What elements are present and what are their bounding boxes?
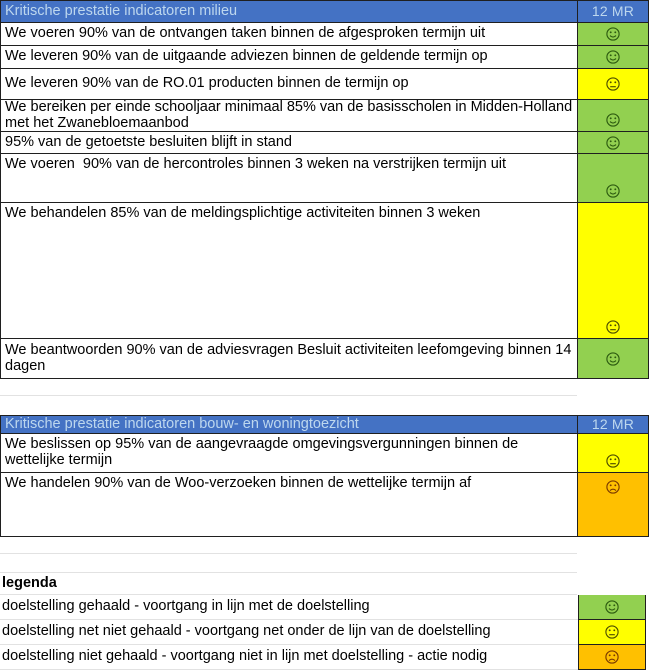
kpi-text-cell[interactable] [1,132,577,153]
happy-face-icon [604,599,620,615]
legend-title-text: legenda [2,574,57,591]
section-bouw-table [0,415,649,537]
legend-item-text: doelstelling niet gehaald - voortgang niet in lijn met doelstelling - actie nodig [2,648,488,665]
happy-face-icon [605,135,621,151]
kpi-text: 95% van de getoetste besluiten blijft in stand [5,133,292,150]
kpi-text-cell[interactable] [1,100,577,131]
kpi-text: We behandelen 85% van de meldingsplichtige activiteiten binnen 3 weken [5,205,481,221]
kpi-text: We beantwoorden 90% van de adviesvragen Besluit activiteiten leefomgeving binnen 14 dagen [5,341,576,374]
kpi-row [1,46,649,69]
legend-item [0,620,649,645]
kpi-text-cell[interactable] [1,154,577,202]
kpi-text: We handelen 90% van de Woo-verzoeken binnen de wettelijke termijn af [5,475,472,491]
section-title: Kritische prestatie indicatoren milieu [5,2,238,19]
legend-status-box[interactable] [578,595,646,620]
legend-item-text-cell[interactable] [0,595,578,620]
legend-item-text-cell[interactable] [0,645,578,670]
happy-face-icon [605,49,621,65]
sad-face-icon [605,479,621,495]
section-bouw-header-row [1,416,649,434]
kpi-text-cell[interactable] [1,46,577,68]
legend-item-text: doelstelling gehaald - voortgang in lijn met de doelstelling [2,598,370,615]
gridline [0,554,577,573]
gridline [0,379,577,396]
section-bouw-title-cell[interactable] [1,416,577,433]
status-cell[interactable] [577,69,649,99]
kpi-row [1,23,649,46]
kpi-text-cell[interactable] [1,434,577,472]
happy-face-icon [605,351,621,367]
kpi-text: We leveren 90% van de uitgaande adviezen binnen de geldende termijn op [5,48,488,65]
empty-rows-gap [0,379,649,415]
kpi-row [1,473,649,537]
kpi-text: We voeren 90% van de hercontroles binnen 3 weken na verstrijken termijn uit [5,156,507,172]
period-label: 12 MR [591,415,635,432]
kpi-row [1,100,649,132]
legend-item [0,595,649,620]
section-milieu-title-cell[interactable] [1,1,577,22]
period-header-cell[interactable] [577,1,649,22]
happy-face-icon [605,183,621,199]
period-header-cell[interactable] [577,416,649,433]
legend-status-box[interactable] [578,645,646,670]
kpi-text: We bereiken per einde schooljaar minimaal 85% van de basisscholen in Midden-Holland met het Zwanebloemaanbod [5,100,577,131]
status-cell[interactable] [577,132,649,153]
section-title: Kritische prestatie indicatoren bouw- en woningtoezicht [5,416,359,432]
status-cell[interactable] [577,203,649,338]
neutral-face-icon [605,76,621,92]
status-cell[interactable] [577,23,649,45]
legend-item-text-cell[interactable] [0,620,578,645]
neutral-face-icon [605,453,621,469]
kpi-row [1,69,649,100]
kpi-text-cell[interactable] [1,339,577,378]
status-cell[interactable] [577,100,649,131]
gridline [0,537,577,554]
legend-item-text: doelstelling net niet gehaald - voortgang net onder de lijn van de doelstelling [2,623,491,640]
status-cell[interactable] [577,154,649,202]
kpi-text: We leveren 90% van de RO.01 producten binnen de termijn op [5,75,409,92]
kpi-text-cell[interactable] [1,69,577,99]
kpi-row [1,154,649,203]
kpi-text-cell[interactable] [1,473,577,536]
legend-status-box[interactable] [578,620,646,645]
period-label: 12 MR [591,2,635,19]
kpi-text-cell[interactable] [1,23,577,45]
status-cell[interactable] [577,46,649,68]
status-cell[interactable] [577,339,649,378]
kpi-text: We voeren 90% van de ontvangen taken binnen de afgesproken termijn uit [5,25,486,42]
kpi-row [1,203,649,339]
kpi-row [1,434,649,473]
neutral-face-icon [605,319,621,335]
legend [0,573,649,670]
kpi-text: We beslissen op 95% van de aangevraagde omgevingsvergunningen binnen de wettelijke termijn [5,436,523,468]
section-milieu-header-row [1,1,649,23]
legend-item [0,645,649,670]
empty-rows-gap [0,537,649,573]
kpi-text-cell[interactable] [1,203,577,338]
legend-title [0,573,577,595]
kpi-row [1,339,649,379]
happy-face-icon [605,112,621,128]
kpi-row [1,132,649,154]
status-cell[interactable] [577,434,649,472]
sad-face-icon [604,649,620,665]
happy-face-icon [605,26,621,42]
status-cell[interactable] [577,473,649,536]
neutral-face-icon [604,624,620,640]
